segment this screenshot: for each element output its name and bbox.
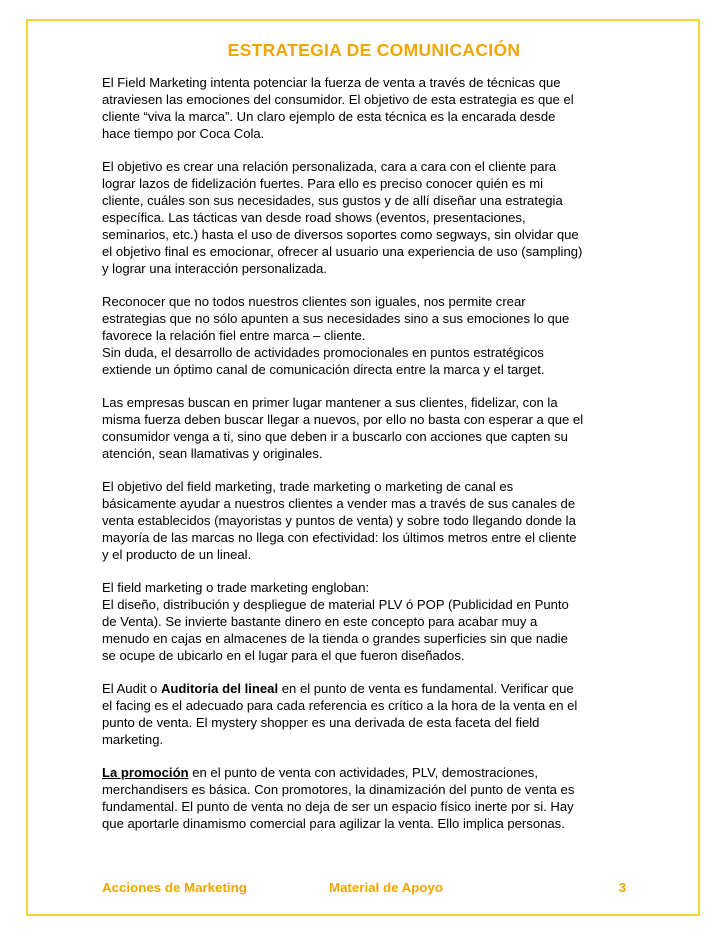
text-line: El diseño, distribución y despliegue de material PLV ó POP (Publicidad en Punto xyxy=(102,597,569,612)
text-line: misma fuerza deben buscar llegar a nuevos, por ello no basta con esperar a que el xyxy=(102,412,584,427)
paragraph-8 xyxy=(102,764,632,832)
text-line: marketing. xyxy=(102,732,164,747)
text-line: seminarios, etc.) hasta el uso de diversos soportes como segways, sin olvidar que xyxy=(102,227,579,242)
text-line: El objetivo es crear una relación personalizada, cara a cara con el cliente para xyxy=(102,159,557,174)
text-line: consumidor venga a ti, sino que deben ir a buscarlo con acciones que capten su xyxy=(102,429,568,444)
text-line: El Field Marketing intenta potenciar la fuerza de venta a través de técnicas que xyxy=(102,75,561,90)
text-line: Sin duda, el desarrollo de actividades promocionales en puntos estratégicos xyxy=(102,345,544,360)
text-line: menudo en cajas en almacenes de la tienda o grandes superficies sin que nadie xyxy=(102,631,568,646)
bold-term-promocion: La promoción xyxy=(102,765,189,780)
text-line: El field marketing o trade marketing engloban: xyxy=(102,580,370,595)
text-line: estrategias que no sólo apunten a sus necesidades sino a sus emociones lo que xyxy=(102,311,570,326)
text-line: de Venta). Se invierte bastante dinero en este concepto para acabar muy a xyxy=(102,614,538,629)
text-line: atraviesen las emociones del consumidor. El objetivo de esta estrategia es que el xyxy=(102,92,574,107)
document-body xyxy=(102,40,632,848)
text-line: atención, sean llamativas y originales. xyxy=(102,446,323,461)
footer-left-text: Acciones de Marketing xyxy=(102,880,247,895)
text-line: lograr lazos de fidelización fuertes. Para ello es preciso conocer quién es mi xyxy=(102,176,544,191)
text-line: cliente, cuáles son sus necesidades, sus gustos y de allí diseñar una estrategia xyxy=(102,193,563,208)
text-line: fundamental. El punto de venta no deja de ser un espacio físico inerte por si. Hay xyxy=(102,799,574,814)
paragraph-7 xyxy=(102,680,632,748)
text-line: el objetivo final es emocionar, ofrecer al usuario una experiencia de uso (sampling) xyxy=(102,244,583,259)
text-line: que aportarle dinamismo comercial para agilizar la venta. Ello implica personas. xyxy=(102,816,565,831)
text-line: punto de venta. El mystery shopper es una derivada de esta faceta del field xyxy=(102,715,540,730)
text-line xyxy=(102,680,632,697)
paragraph-2 xyxy=(102,158,632,277)
text-line: se ocupe de ubicarlo en el lugar para el que fueron diseñados. xyxy=(102,648,465,663)
text-run: en el punto de venta con actividades, PLV, demostraciones, xyxy=(188,765,538,780)
text-line: básicamente ayudar a nuestros clientes a vender mas a través de sus canales de xyxy=(102,496,576,511)
text-line: Reconocer que no todos nuestros clientes son iguales, nos permite crear xyxy=(102,294,526,309)
page-number: 3 xyxy=(618,880,626,895)
footer-center-text: Material de Apoyo xyxy=(329,880,444,895)
text-line: y el producto de un lineal. xyxy=(102,547,252,562)
text-run: en el punto de venta es fundamental. Verificar que xyxy=(278,681,574,696)
page-title: ESTRATEGIA DE COMUNICACIÓN xyxy=(227,40,521,60)
page-footer xyxy=(102,880,626,900)
text-line: el facing es el adecuado para cada referencia es crítico a la hora de la venta en el xyxy=(102,698,578,713)
text-line: Las empresas buscan en primer lugar mantener a sus clientes, fidelizar, con la xyxy=(102,395,558,410)
text-line xyxy=(102,764,632,781)
paragraph-4 xyxy=(102,394,632,462)
paragraph-3 xyxy=(102,293,632,378)
text-run: El Audit o xyxy=(102,681,161,696)
paragraph-6 xyxy=(102,579,632,664)
text-line: hace tiempo por Coca Cola. xyxy=(102,126,265,141)
text-line: y lograr una interacción personalizada. xyxy=(102,261,327,276)
text-line: extiende un óptimo canal de comunicación directa entre la marca y el target. xyxy=(102,362,545,377)
text-line: específica. Las tácticas van desde road shows (eventos, presentaciones, xyxy=(102,210,526,225)
text-line: El objetivo del field marketing, trade marketing o marketing de canal es xyxy=(102,479,514,494)
text-line: cliente “viva la marca”. Un claro ejemplo de esta técnica es la encarada desde xyxy=(102,109,556,124)
bold-term-auditoria: Auditoria del lineal xyxy=(160,681,279,696)
paragraph-1 xyxy=(102,74,632,142)
text-line: mayoría de las marcas no llega con efectividad: los últimos metros entre el cliente xyxy=(102,530,577,545)
text-line: merchandisers es básica. Con promotores, la dinamización del punto de venta es xyxy=(102,782,575,797)
text-line: favorece la relación fiel entre marca – cliente. xyxy=(102,328,366,343)
paragraph-5 xyxy=(102,478,632,563)
text-line: venta establecidos (mayoristas y puntos de venta) y sobre todo llegando donde la xyxy=(102,513,576,528)
